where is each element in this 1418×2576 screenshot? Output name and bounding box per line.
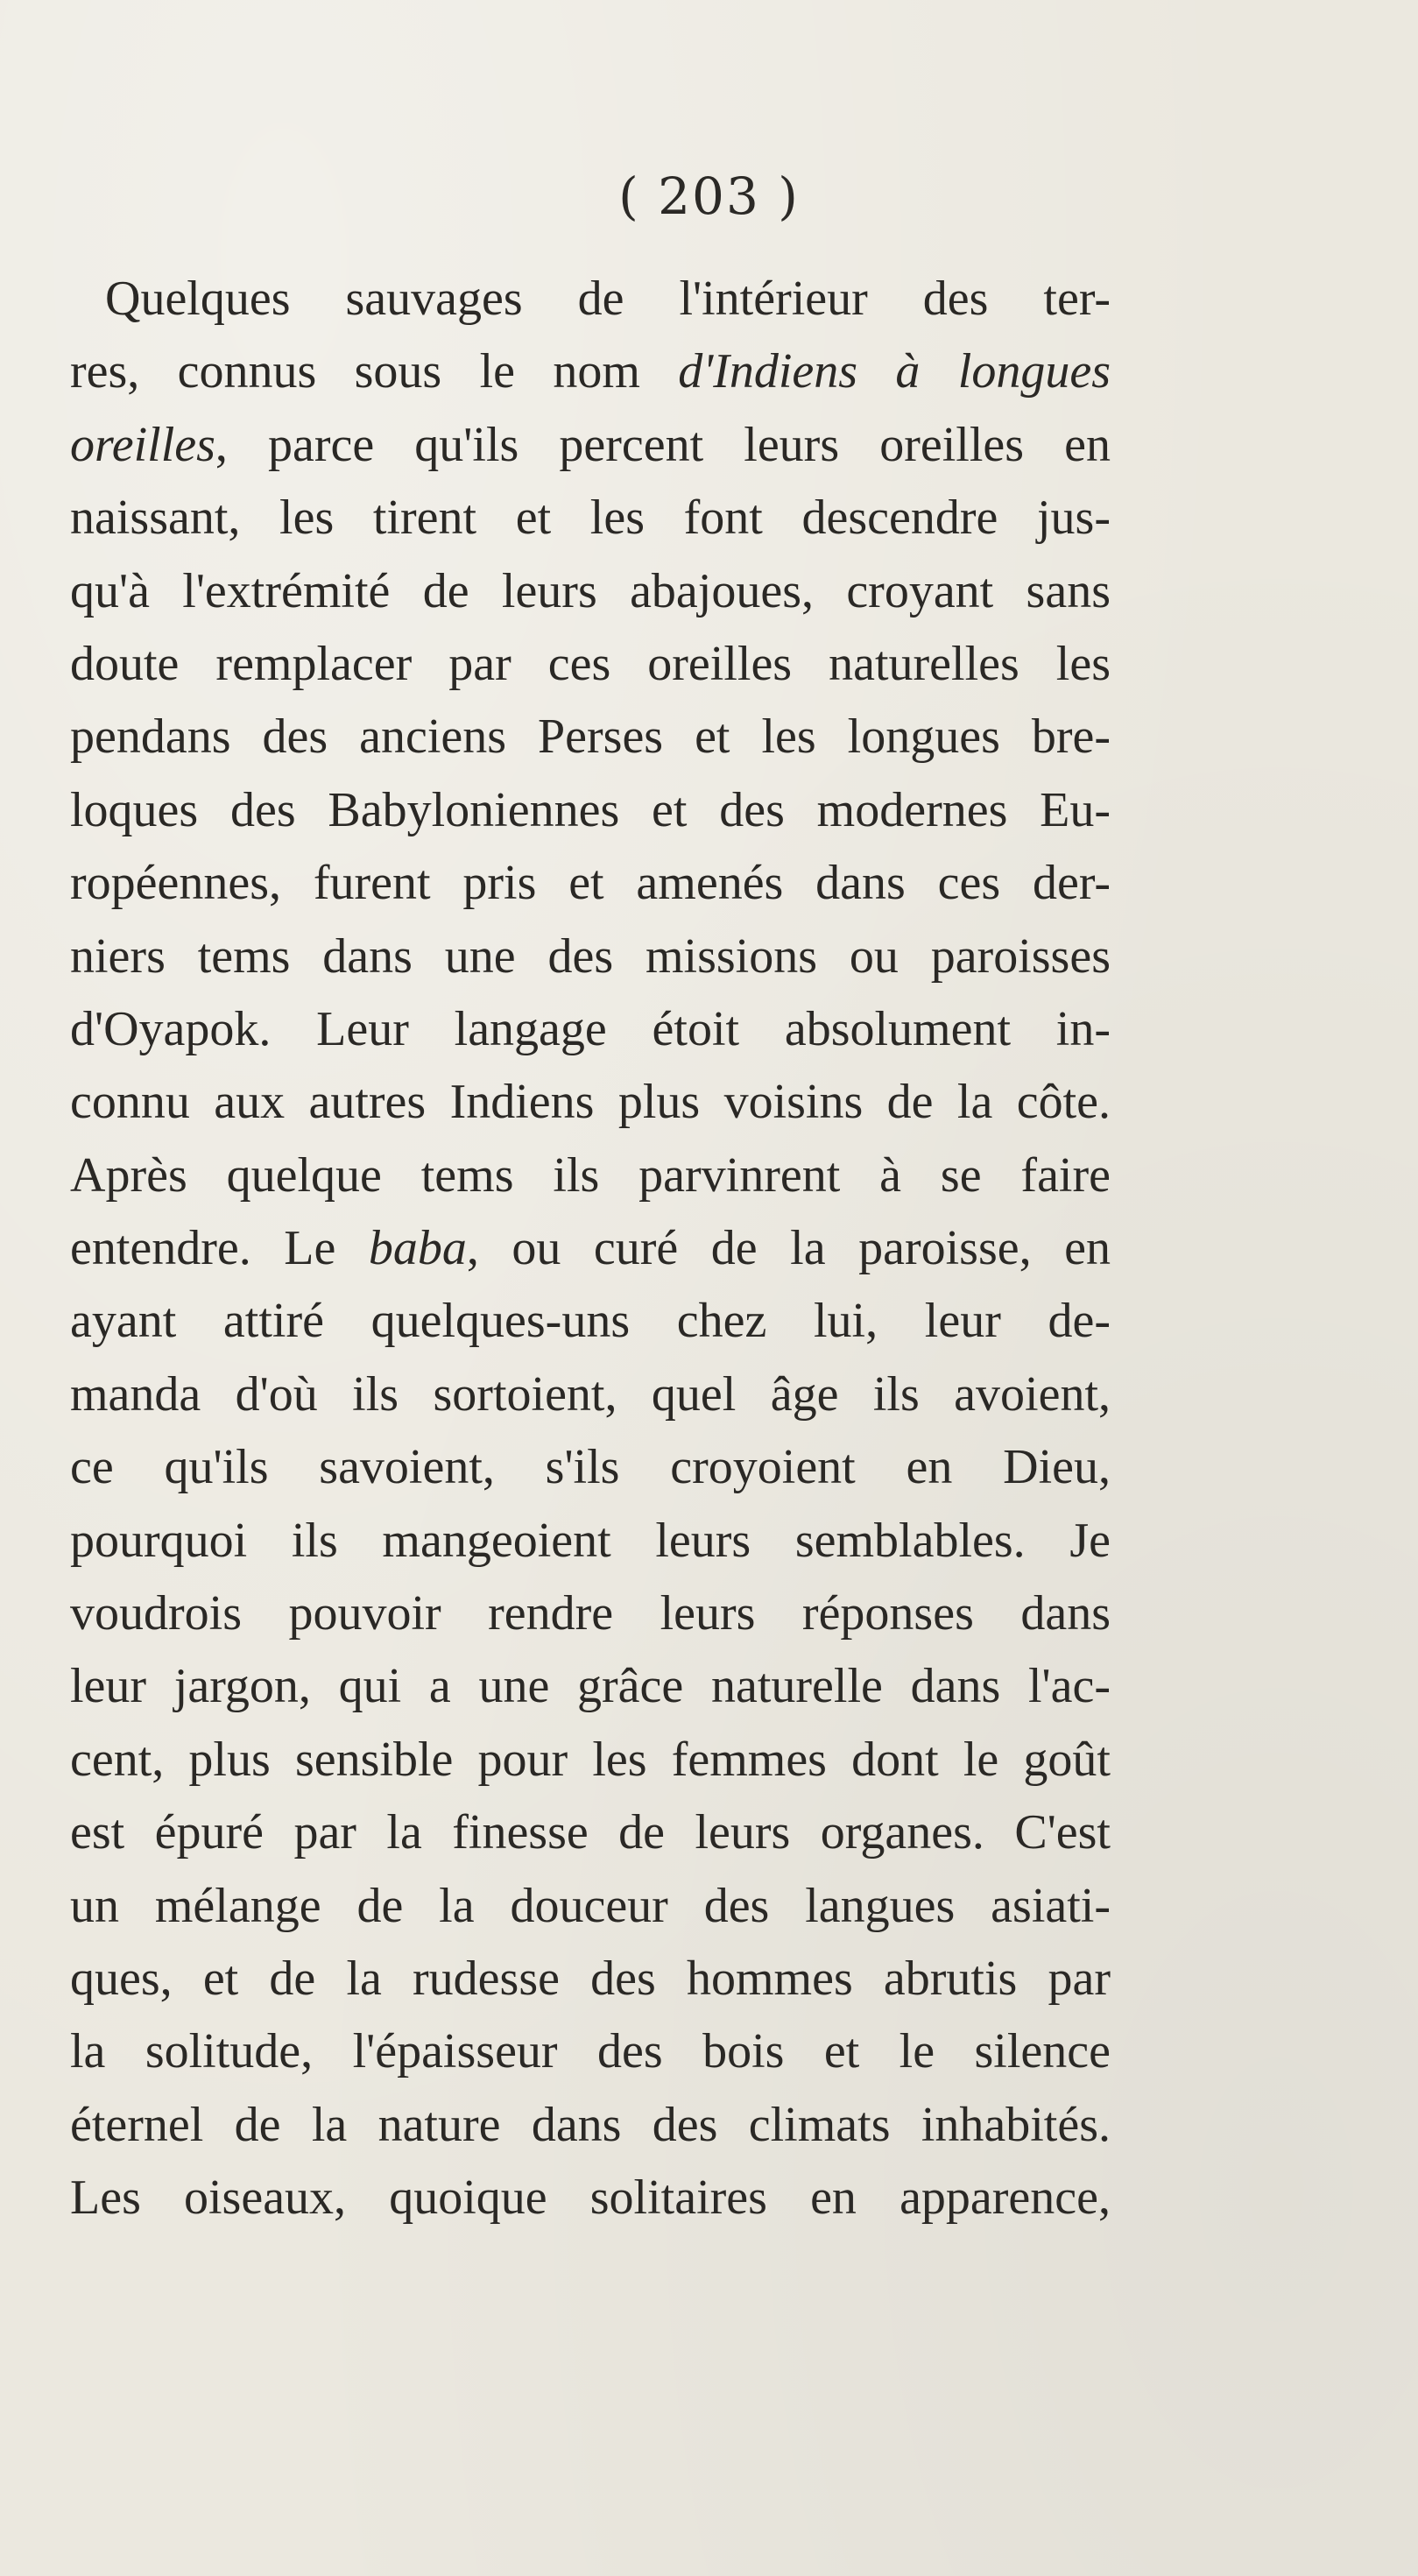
text-segment: res, connus sous le nom <box>70 344 679 399</box>
text-segment: pendans des anciens Perses et les longues bre- <box>70 709 1111 765</box>
text-line <box>70 628 1111 701</box>
text-segment: , ou curé de la paroisse, en <box>466 1221 1111 1276</box>
text-segment: éternel de la nature dans des climats inhabités. <box>70 2097 1111 2152</box>
text-line <box>70 1505 1111 1577</box>
text-line <box>70 1140 1111 1212</box>
text-segment: ropéennes, furent pris et amenés dans ces der- <box>70 856 1111 911</box>
text-segment: loques des Babyloniennes et des modernes Eu- <box>70 782 1111 837</box>
text-line <box>70 1796 1111 1869</box>
italic-segment: d'Indiens à longues <box>678 344 1111 399</box>
text-line <box>70 1066 1111 1139</box>
italic-segment: baba <box>368 1221 467 1276</box>
text-line <box>70 1212 1111 1285</box>
text-line <box>70 1650 1111 1723</box>
text-line <box>70 335 1111 408</box>
text-line <box>70 1577 1111 1650</box>
text-segment: niers tems dans une des missions ou paroisses <box>70 928 1111 984</box>
text-segment: Quelques sauvages de l'intérieur des ter- <box>105 272 1111 326</box>
text-segment: naissant, les tirent et les font descendre jus- <box>70 490 1111 546</box>
text-line <box>70 1724 1111 1796</box>
text-line <box>70 847 1111 920</box>
text-line <box>70 2089 1111 2162</box>
text-line <box>70 482 1111 554</box>
text-line <box>70 1359 1111 1431</box>
text-line <box>70 2162 1111 2234</box>
text-line <box>70 2015 1111 2088</box>
text-line <box>70 1285 1111 1358</box>
page-number: ( 203 ) <box>618 166 800 226</box>
text-line <box>70 555 1111 628</box>
text-line <box>70 701 1111 773</box>
text-segment: entendre. Le <box>70 1221 369 1276</box>
text-segment: pourquoi ils mangeoient leurs semblables. Je <box>70 1513 1111 1568</box>
text-line <box>70 921 1111 993</box>
text-segment: ques, et de la rudesse des hommes abrutis par <box>70 1951 1111 2006</box>
text-segment: leur jargon, qui a une grâce naturelle dans l'ac- <box>70 1659 1111 1714</box>
text-line <box>70 409 1111 482</box>
text-segment: connu aux autres Indiens plus voisins de la côte. <box>70 1075 1111 1130</box>
text-line <box>70 993 1111 1066</box>
text-line <box>70 1943 1111 2015</box>
text-line <box>70 774 1111 847</box>
text-segment: d'Oyapok. Leur langage étoit absolument in- <box>70 1001 1111 1056</box>
text-segment: la solitude, l'épaisseur des bois et le silence <box>70 2024 1111 2079</box>
text-segment: , parce qu'ils percent leurs oreilles en <box>215 417 1111 472</box>
text-segment: manda d'où ils sortoient, quel âge ils avoient, <box>70 1366 1111 1422</box>
text-segment: Les oiseaux, quoique solitaires en apparence, <box>70 2170 1111 2226</box>
text-segment: qu'à l'extrémité de leurs abajoues, croyant sans <box>70 563 1111 618</box>
text-segment: cent, plus sensible pour les femmes dont le goût <box>70 1732 1111 1787</box>
body-text <box>70 263 1111 2235</box>
text-segment: un mélange de la douceur des langues asiati- <box>70 1878 1111 1933</box>
text-segment: doute remplacer par ces oreilles naturelles les <box>70 636 1111 691</box>
text-line <box>70 263 1111 335</box>
italic-segment: oreilles <box>70 417 215 472</box>
text-segment: Après quelque tems ils parvinrent à se faire <box>70 1147 1111 1203</box>
text-segment: est épuré par la finesse de leurs organes. C'est <box>70 1805 1111 1860</box>
text-segment: ayant attiré quelques-uns chez lui, leur de- <box>70 1294 1111 1349</box>
text-segment: voudrois pouvoir rendre leurs réponses dans <box>70 1586 1111 1641</box>
text-segment: ce qu'ils savoient, s'ils croyoient en Dieu, <box>70 1440 1111 1495</box>
text-line <box>70 1870 1111 1943</box>
text-line <box>70 1431 1111 1504</box>
